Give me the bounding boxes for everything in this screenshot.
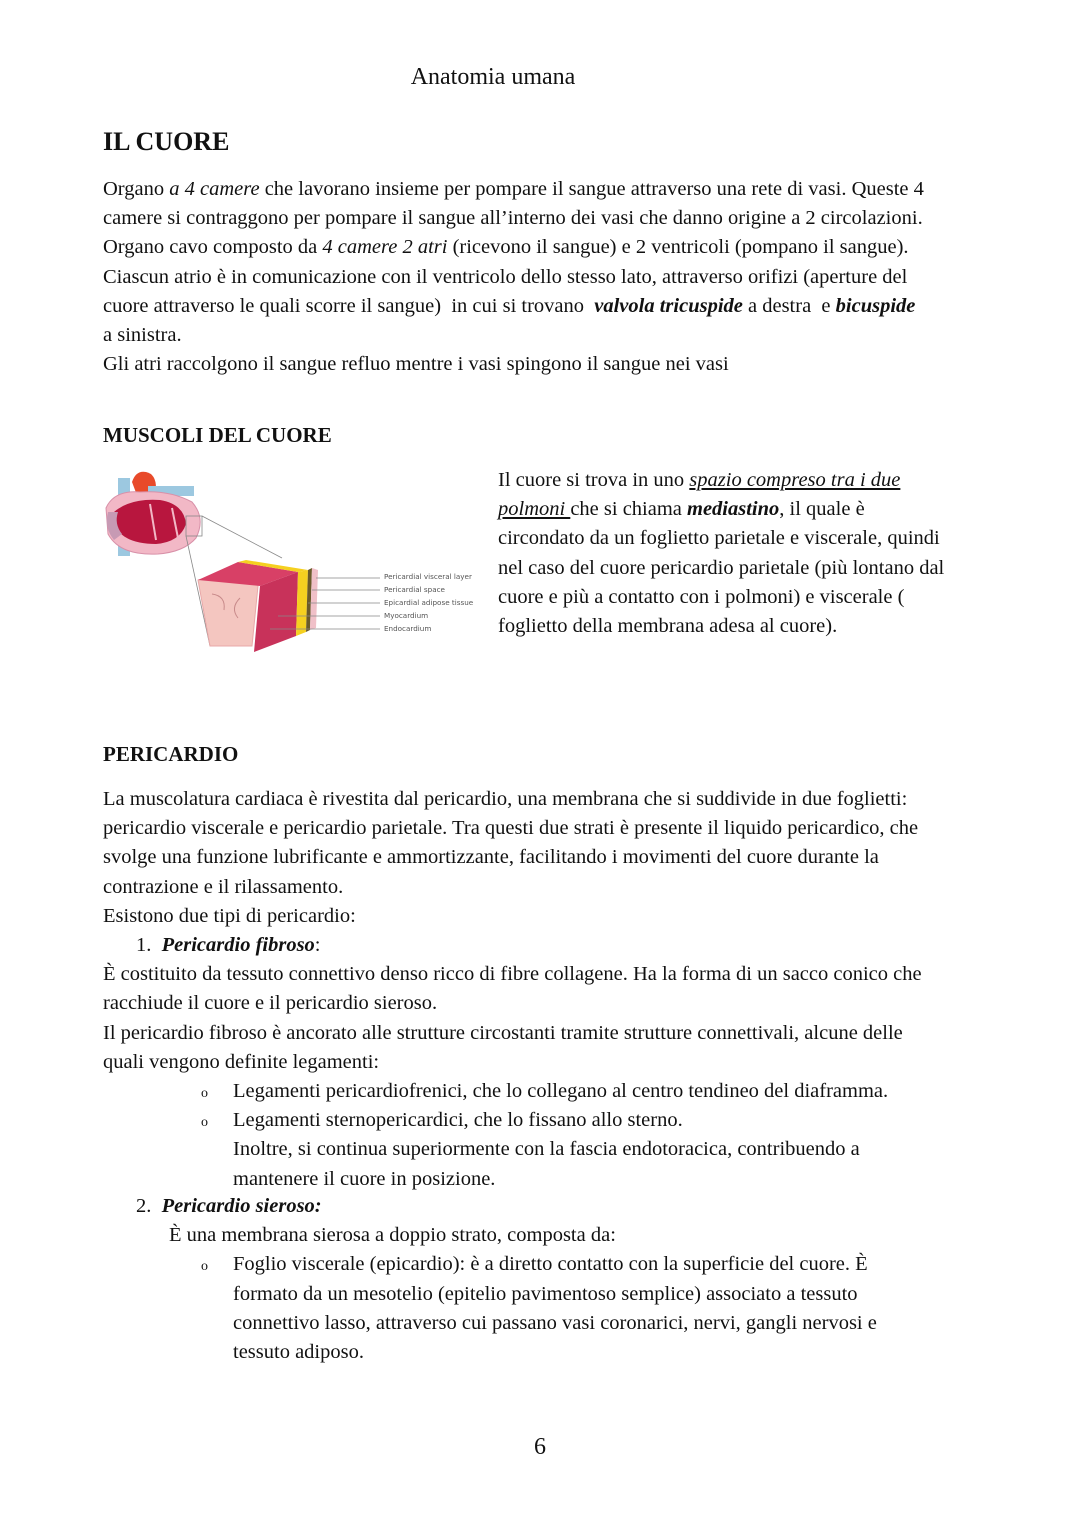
circle-bullet-icon: o <box>201 1086 208 1102</box>
text-line: Ciascun atrio è in comunicazione con il ventricolo dello stesso lato, attraverso orifizi (aperture del <box>103 265 908 288</box>
label-pericardial-visceral-layer: Pericardial visceral layer <box>384 572 472 581</box>
section-heading-pericardio: PERICARDIO <box>103 742 239 766</box>
text-line: È costituito da tessuto connettivo denso ricco di fibre collagene. Ha la forma di un sacco conico che <box>103 963 922 986</box>
section-heading-muscoli: MUSCOLI DEL CUORE <box>103 423 332 447</box>
text-line: racchiude il cuore e il pericardio sieroso. <box>103 992 438 1015</box>
text-line: Organo a 4 camere che lavorano insieme per pompare il sangue attraverso una rete di vasi. Queste 4 <box>103 178 924 200</box>
text-line: Organo cavo composto da 4 camere 2 atri (ricevono il sangue) e 2 ventricoli (pompano il sangue). <box>103 236 909 259</box>
running-header <box>0 64 1080 91</box>
text-line: formato da un mesotelio (epitelio pavimentoso semplice) associato a tessuto <box>233 1282 858 1305</box>
heart-illustration-icon <box>100 468 490 660</box>
text-line: camere si contraggono per pompare il sangue all’interno dei vasi che danno origine a 2 circolazioni. <box>103 207 923 230</box>
text-line: Esistono due tipi di pericardio: <box>103 904 356 927</box>
text-line: foglietto della membrana adesa al cuore). <box>498 615 838 638</box>
text-line: circondato da un foglietto parietale e viscerale, quindi <box>498 527 940 550</box>
text-line: tessuto adiposo. <box>233 1341 364 1364</box>
label-pericardial-space: Pericardial space <box>384 585 445 594</box>
text-line: quali vengono definite legamenti: <box>103 1050 380 1073</box>
text-line: È una membrana sierosa a doppio strato, composta da: <box>169 1224 616 1247</box>
label-myocardium: Myocardium <box>384 611 429 620</box>
text-line: nel caso del cuore pericardio parietale (più lontano dal <box>498 556 945 579</box>
paragraph-pericardio-intro <box>103 785 983 931</box>
text-line: cuore attraverso le quali scorre il sangue) in cui si trovano valvola tricuspide a destra e bicuspide <box>103 294 916 317</box>
text-line: Il cuore si trova in uno spazio compreso tra i due <box>498 469 901 491</box>
text-line: mantenere il cuore in posizione. <box>233 1167 496 1190</box>
paragraph-mediastino <box>498 466 988 641</box>
bullet-item: o Legamenti sternopericardici, che lo fissano allo sterno. <box>103 1106 983 1135</box>
text-line: contrazione e il rilassamento. <box>103 875 344 898</box>
paragraph-il-cuore <box>103 175 983 379</box>
list-item-title: 2. Pericardio sieroso: <box>136 1195 322 1217</box>
text-line: polmoni che si chiama mediastino, il quale è <box>498 498 865 521</box>
circle-bullet-icon: o <box>201 1115 208 1131</box>
circle-bullet-icon: o <box>201 1259 208 1275</box>
list-item-pericardio-fibroso <box>103 931 983 1194</box>
text-line: Inoltre, si continua superiormente con la fascia endotoracica, contribuendo a <box>233 1138 860 1161</box>
text-line: pericardio viscerale e pericardio parietale. Tra questi due strati è presente il liquido pericardico, che <box>103 817 919 840</box>
list-item-title: 1. Pericardio fibroso: <box>136 934 321 956</box>
text-line: connettivo lasso, attraverso cui passano vasi coronarici, nervi, gangli nervosi e <box>233 1311 877 1334</box>
label-endocardium: Endocardium <box>384 624 432 633</box>
text-line: a sinistra. <box>103 324 182 347</box>
text-line: svolge una funzione lubrificante e ammortizzante, facilitando i movimenti del cuore durante la <box>103 846 879 869</box>
header-title: Anatomia umana <box>410 64 576 90</box>
bullet-item: o Foglio viscerale (epicardio): è a diretto contatto con la superficie del cuore. È <box>103 1250 983 1279</box>
section-heading-il-cuore: IL CUORE <box>103 127 230 156</box>
text-line: Gli atri raccolgono il sangue refluo mentre i vasi spingono il sangue nei vasi <box>103 353 729 376</box>
list-item-pericardio-sieroso <box>103 1192 983 1367</box>
label-epicardial-adipose-tissue: Epicardial adipose tissue <box>384 598 474 607</box>
heart-wall-diagram <box>100 468 490 660</box>
page-number: 6 <box>534 1434 546 1460</box>
bullet-item: o Legamenti pericardiofrenici, che lo collegano al centro tendineo del diaframma. <box>103 1077 983 1106</box>
text-line: La muscolatura cardiaca è rivestita dal pericardio, una membrana che si suddivide in due foglietti: <box>103 788 908 810</box>
text-line: Il pericardio fibroso è ancorato alle strutture circostanti tramite strutture connettivali, alcune delle <box>103 1021 903 1044</box>
text-line: cuore e più a contatto con i polmoni) e viscerale ( <box>498 585 905 608</box>
